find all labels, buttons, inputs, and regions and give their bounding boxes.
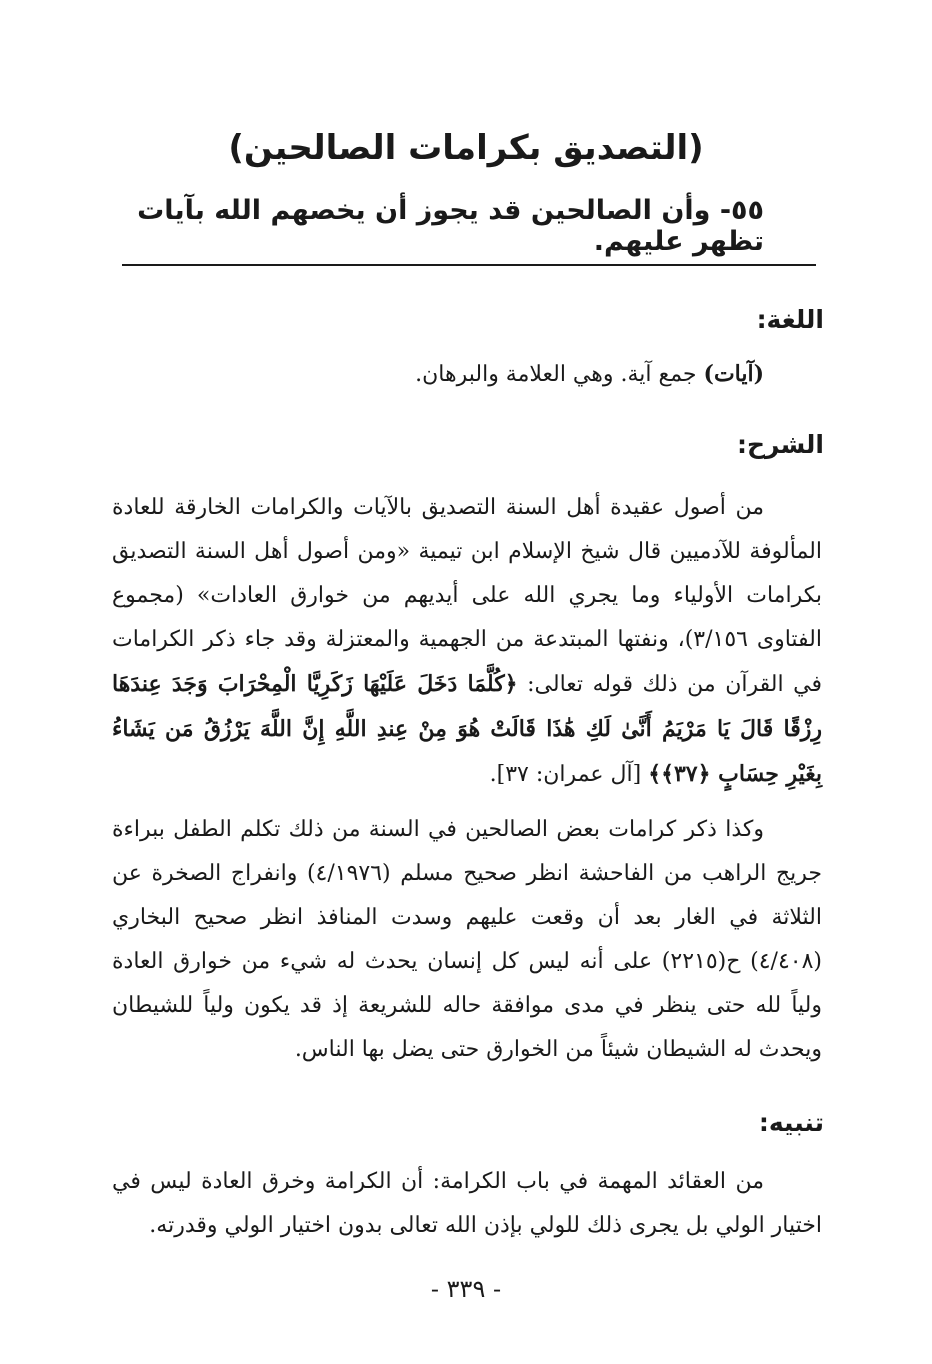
quran-verse: ﴿كُلَّمَا دَخَلَ عَلَيْهَا زَكَرِيَّا الْمِحْرَابَ وَجَدَ عِندَهَا رِزْقًا قَالَ يَا مَرْيَمُ أَنَّىٰ لَكِ هَٰذَا قَالَتْ هُوَ مِنْ عِندِ اللَّهِ إِنَّ اللَّهَ يَرْزُقُ مَن يَشَاءُ بِغَيْرِ حِسَابٍ ﴿٣٧﴾﴾: [112, 671, 822, 787]
page-number: - ٣٣٩ -: [430, 1275, 502, 1303]
sharh-paragraph-1: [112, 486, 822, 797]
sharh-paragraph-2: [112, 808, 822, 1072]
lugha-paragraph: [112, 352, 822, 397]
lugha-term: (آيات): [703, 361, 764, 387]
tanbih-text: من العقائد المهمة في باب الكرامة: أن الكرامة وخرق العادة ليس في اختيار الولي بل يجرى ذلك للولي بإذن الله تعالى بدون اختيار الولي وقدرته.: [112, 1169, 822, 1238]
sharh-intro-text: من أصول عقيدة أهل السنة التصديق بالآيات والكرامات الخارقة للعادة المألوفة للآدميين قال شيخ الإسلام ابن تيمية «ومن أصول أهل السنة التصديق بكرامات الأولياء وما يجري الله على أيديهم من خوارق العادات» (مجموع الفتاوى ٣/١٥٦)، ونفتها المبتدعة من الجهمية والمعتزلة وقد جاء ذكر الكرامات في القرآن من ذلك قوله تعالى:: [112, 495, 822, 697]
tanbih-heading: تنبيه:: [758, 1108, 824, 1137]
matn-text: ٥٥- وأن الصالحين قد يجوز أن يخصهم الله بآيات تظهر عليهم.: [137, 195, 764, 257]
lugha-text: جمع آية. وهي العلامة والبرهان.: [415, 362, 704, 387]
page-title: (التصديق بكرامات الصالحين): [228, 128, 704, 168]
quran-reference: [آل عمران: ٣٧].: [489, 762, 649, 787]
sharh-karamat-text: وكذا ذكر كرامات بعض الصالحين في السنة من ذلك تكلم الطفل ببراءة جريج الراهب من الفاحشة انظر صحيح مسلم (٤/١٩٧٦) وانفراج الصخرة عن الثلاثة في الغار بعد أن وقعت عليهم وسدت المنافذ انظر صحيح البخاري (٤/٤٠٨) ح(٢٢١٥) على أنه ليس كل إنسان يحدث له شيء من خوارق العادة ولياً لله حتى ينظر في مدى موافقة حاله للشريعة إذ قد يكون ولياً للشيطان ويحدث له الشيطان شيئاً من الخوارق حتى يضل بها الناس.: [112, 817, 822, 1062]
tanbih-paragraph: [112, 1160, 822, 1248]
lugha-heading: اللغة:: [756, 305, 824, 334]
sharh-heading: الشرح:: [737, 430, 824, 459]
divider-line: [122, 264, 816, 266]
